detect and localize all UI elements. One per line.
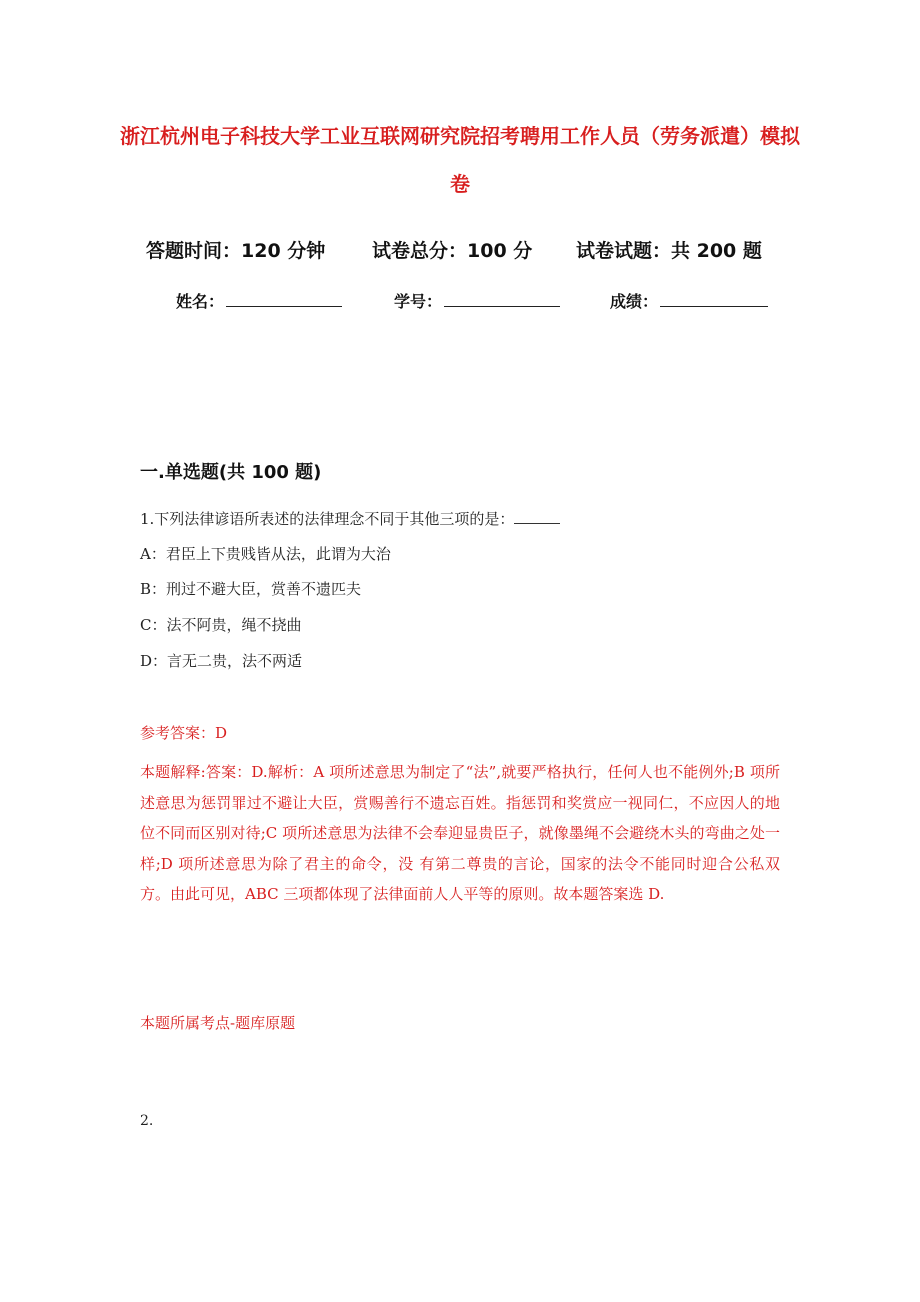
exam-title: 浙江杭州电子科技大学工业互联网研究院招考聘用工作人员（劳务派遣）模拟卷 — [120, 124, 800, 196]
name-label: 姓名： — [176, 292, 225, 311]
exam-total-score: 试卷总分：100 分 — [372, 240, 533, 262]
question-1-stem — [140, 508, 560, 529]
answer-blank — [514, 511, 560, 524]
option-a: A：君臣上下贵贱皆从法，此谓为大治 — [140, 545, 391, 563]
option-c: C：法不阿贵，绳不挠曲 — [140, 616, 302, 634]
exam-meta — [146, 236, 786, 263]
answer-explanation: 本题解释:答案：D.解析：A 项所述意思为制定了“法”,就要严格执行，任何人也不能例外;B 项所述意思为惩罚罪过不避让大臣，赏赐善行不遗忘百姓。指惩罚和奖赏应一视同仁，不应因人的地位不同而区别对待;C 项所述意思为法律不会奉迎显贵臣子，就像墨绳不会避绕木头的弯曲之处一样;D 项所述意思为除了君主的命令，没 有第二尊贵的言论，国家的法令不能同时迎合公私双方。由此可见，ABC 三项都体现了法律面前人人平等的原则。故本题答案选 D. — [140, 763, 780, 903]
option-d: D：言无二贵，法不两适 — [140, 652, 303, 670]
student-id-blank-line[interactable] — [444, 292, 560, 307]
section-heading: 一.单选题(共 100 题) — [140, 462, 322, 483]
student-id-field[interactable] — [394, 289, 560, 312]
knowledge-point: 本题所属考点-题库原题 — [140, 1014, 296, 1032]
score-field[interactable] — [610, 289, 768, 312]
exam-question-count: 试卷试题：共 200 题 — [576, 240, 762, 262]
question-1-text: 1.下列法律谚语所表述的法律理念不同于其他三项的是： — [140, 510, 515, 528]
score-blank-line[interactable] — [660, 292, 768, 307]
reference-answer: 参考答案：D — [140, 724, 228, 742]
name-field[interactable] — [176, 289, 342, 312]
exam-time: 答题时间：120 分钟 — [146, 240, 326, 262]
name-blank-line[interactable] — [226, 292, 342, 307]
score-label: 成绩： — [610, 292, 659, 311]
option-b: B：刑过不避大臣，赏善不遗匹夫 — [140, 580, 362, 598]
question-2-number: 2. — [140, 1113, 154, 1129]
student-id-label: 学号： — [394, 292, 443, 311]
